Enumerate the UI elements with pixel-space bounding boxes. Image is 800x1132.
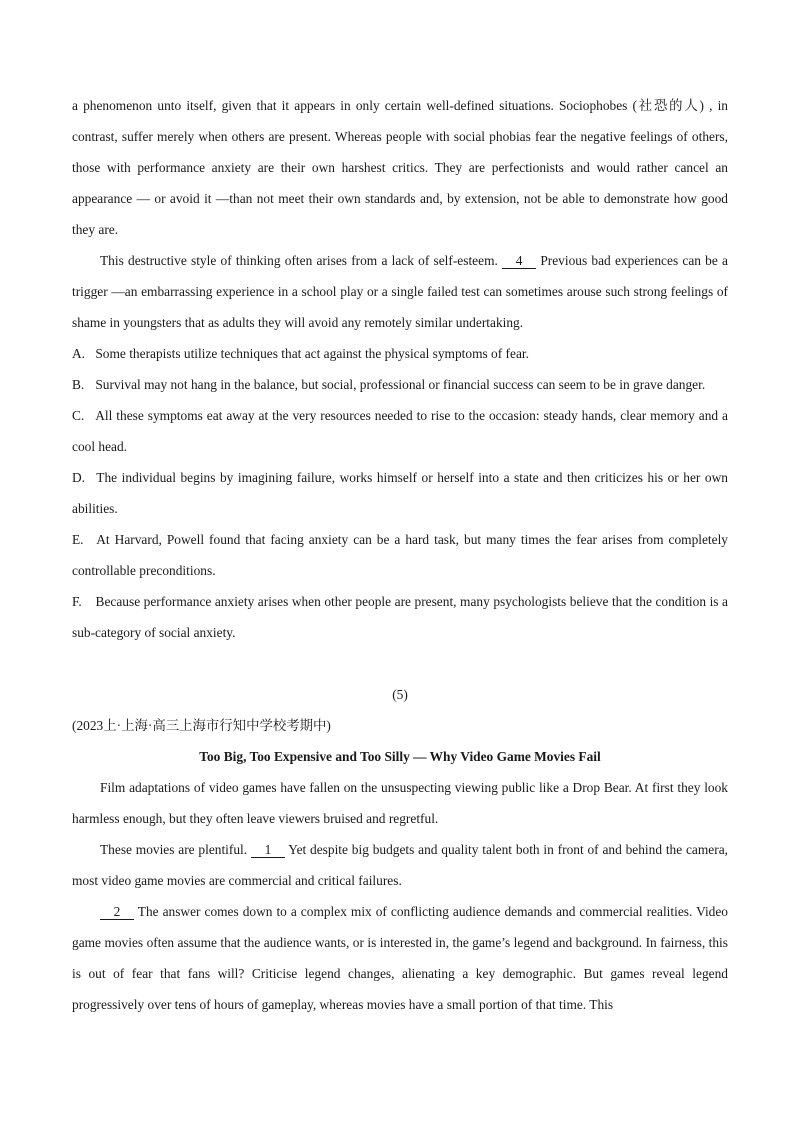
page-content: [72, 90, 728, 1020]
option-text: The individual begins by imagining failure, works himself or herself into a state and then criticizes his or her own abilities.: [72, 470, 728, 516]
option-d: [72, 462, 728, 524]
passage-title: Too Big, Too Expensive and Too Silly — Why Video Game Movies Fail: [199, 749, 601, 764]
paragraph-text: Previous bad experiences can be a trigger —an embarrassing experience in a school play or a single failed test can sometimes arouse such strong feelings of shame in youngsters that as adults they will avoid any remotely similar undertaking.: [72, 253, 728, 330]
passage-paragraph-blank-2: [72, 896, 728, 1020]
answer-blank-2[interactable]: 2: [100, 905, 134, 920]
option-text: Survival may not hang in the balance, but social, professional or financial success can seem to be in grave danger.: [95, 377, 706, 392]
section-source: (2023上·上海·高三上海市行知中学校考期中): [72, 718, 331, 733]
option-letter: E.: [72, 532, 84, 547]
paragraph-text: The answer comes down to a complex mix of conflicting audience demands and commercial realities. Video game movies often assume that the audience wants, or is interested in, the game’s legend and background. In fairness, this is out of fear that fans will? Criticise legend changes, alienating a key demographic. But games reveal legend progressively over tens of hours of gameplay, whereas movies have a small portion of that time. This: [72, 904, 728, 1012]
option-letter: C.: [72, 408, 85, 423]
option-e: [72, 524, 728, 586]
option-a: [72, 338, 728, 369]
option-text: Because performance anxiety arises when other people are present, many psychologists believe that the condition is a sub-category of social anxiety.: [72, 594, 728, 640]
option-letter: B.: [72, 377, 85, 392]
paragraph-text: This destructive style of thinking often arises from a lack of self-esteem.: [100, 253, 498, 268]
option-letter: A.: [72, 346, 86, 361]
passage-paragraph-blank-4: [72, 245, 728, 338]
section-number: (5): [392, 687, 408, 702]
option-letter: D.: [72, 470, 86, 485]
options-list: [72, 338, 728, 648]
passage-paragraph: a phenomenon unto itself, given that it appears in only certain well-defined situations. Sociophobes (社恐的人) , in contrast, suffer merely when others are present. Whereas people with social phobias fear the negative feelings of others, those with performance anxiety are their own harshest critics. They are perfectionists and would rather cancel an appearance — or avoid it —than not meet their own standards and, by extension, not be able to demonstrate how good they are.: [72, 98, 728, 237]
paragraph-text: These movies are plentiful.: [100, 842, 248, 857]
option-b: [72, 369, 728, 400]
answer-blank-4[interactable]: 4: [502, 254, 536, 269]
option-c: [72, 400, 728, 462]
option-f: [72, 586, 728, 648]
answer-blank-1[interactable]: 1: [251, 843, 285, 858]
paragraph-text: Yet despite big budgets and quality talent both in front of and behind the camera, most video game movies are commercial and critical failures.: [72, 842, 728, 888]
option-text: At Harvard, Powell found that facing anxiety can be a hard task, but many times the fear arises from completely controllable preconditions.: [72, 532, 729, 578]
option-text: Some therapists utilize techniques that act against the physical symptoms of fear.: [95, 346, 529, 361]
passage-paragraph: Film adaptations of video games have fallen on the unsuspecting viewing public like a Drop Bear. At first they look harmless enough, but they often leave viewers bruised and regretful.: [72, 780, 728, 826]
passage-paragraph-blank-1: [72, 834, 728, 896]
option-letter: F.: [72, 594, 82, 609]
option-text: All these symptoms eat away at the very resources needed to rise to the occasion: steady hands, clear memory and a cool head.: [72, 408, 728, 454]
section-spacer: [72, 648, 728, 679]
